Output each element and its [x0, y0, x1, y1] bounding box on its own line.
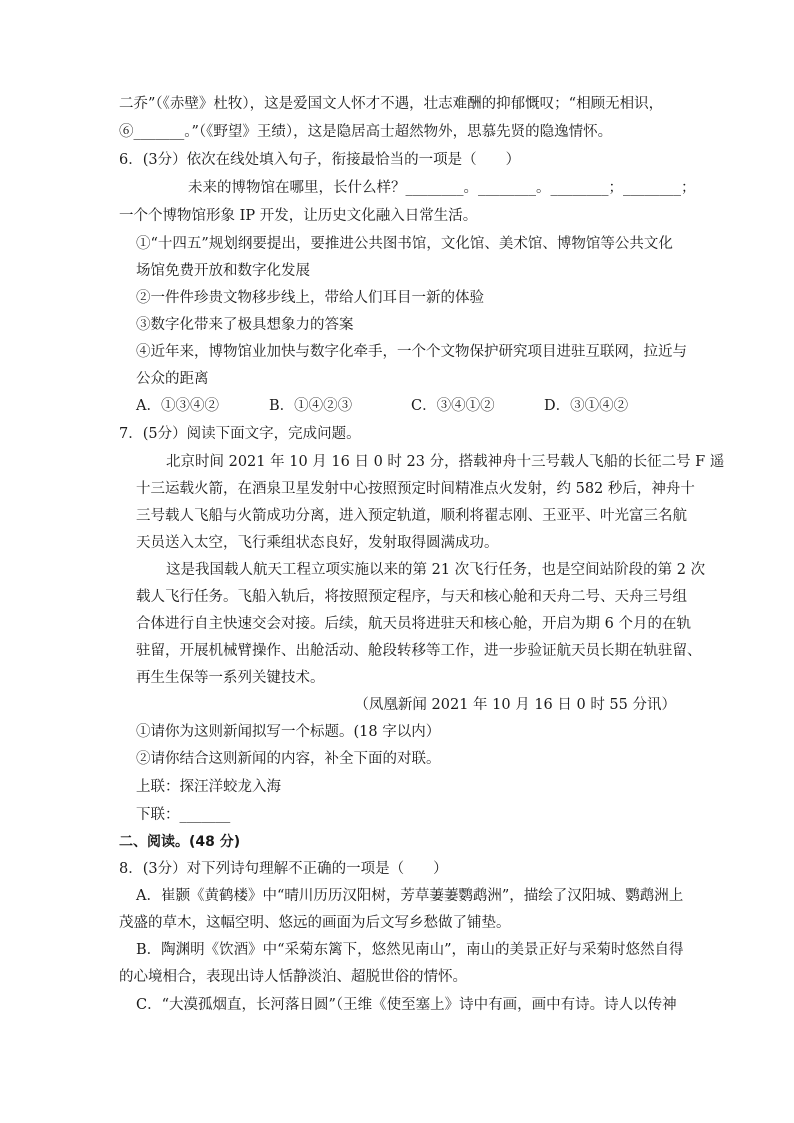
q7-lower-couplet: 下联：_______ [136, 807, 231, 823]
q8-stem: 8．(3分）对下列诗句理解不正确的一项是（ ） [119, 861, 448, 877]
q6-option-d: D．③①④② [544, 398, 629, 414]
q7-paragraph-2-line-2: 载人飞行任务。飞船入轨后，将按照预定程序，与天和核心舱和天舟二号、天舟三号组 [136, 589, 687, 605]
q7-stem: 7．(5分）阅读下面文字，完成问题。 [119, 426, 361, 442]
q6-option-b: B．①④②③ [269, 398, 353, 414]
q6-option-a: A．①③④② [136, 398, 219, 414]
q7-paragraph-1-line-4: 天员送入太空，飞行乘组状态良好，发射取得圆满成功。 [136, 535, 499, 551]
q6-item-4-line-2: 公众的距离 [136, 371, 209, 387]
q6-option-c: C．③④①② [411, 398, 495, 414]
q7-task-1: ①请你为这则新闻拟写一个标题。(18 字以内） [136, 724, 441, 740]
q6-item-3: ③数字化带来了极具想象力的答案 [136, 317, 354, 333]
q8-option-a-line-1: A．崔颢《黄鹤楼》中“晴川历历汉阳树，芳草萋萋鹦鹉洲”，描绘了汉阳城、鹦鹉洲上 [136, 888, 684, 904]
q7-paragraph-2-line-5: 再生生保等一系列关键技术。 [136, 670, 325, 686]
q8-option-b-line-2: 的心境相合，表现出诗人恬静淡泊、超脱世俗的情怀。 [119, 969, 467, 985]
q6-item-1-line-1: ①“十四五”规划纲要提出，要推进公共图书馆，文化馆、美术馆、博物馆等公共文化 [136, 236, 673, 252]
q8-option-a-line-2: 茂盛的草木，这幅空明、悠远的画面为后文写乡愁做了铺垫。 [119, 915, 511, 931]
q6-passage-line-2: 一个个博物馆形象 IP 开发，让历史文化融入日常生活。 [119, 208, 478, 224]
q6-item-1-line-2: 场馆免费开放和数字化发展 [136, 263, 310, 279]
q7-paragraph-2-line-4: 驻留，开展机械臂操作、出舱活动、舱段转移等工作，进一步验证航天员长期在轨驻留、 [136, 643, 702, 659]
q5-tail-line-2: ⑥_______。”（《野望》王绩），这是隐居高士超然物外，思慕先贤的隐逸情怀。 [119, 124, 613, 140]
section-2-heading: 二、阅读。(48 分) [119, 834, 241, 850]
q7-paragraph-1-line-3: 三号载人飞船与火箭成功分离，进入预定轨道，顺利将翟志刚、王亚平、叶光富三名航 [136, 508, 687, 524]
q7-source: （凤凰新闻 2021 年 10 月 16 日 0 时 55 分讯） [354, 697, 676, 713]
q5-tail-line-1: 二乔”（《赤壁》杜牧），这是爱国文人怀才不遇，壮志难酬的抑郁慨叹；“相顾无相识， [119, 96, 664, 112]
q6-stem: 6．(3分）依次在线处填入句子，衔接最恰当的一项是（ ） [119, 152, 521, 168]
q6-item-4-line-1: ④近年来，博物馆业加快与数字化牵手，一个个文物保护研究项目进驻互联网，拉近与 [136, 344, 687, 360]
q7-task-2: ②请你结合这则新闻的内容，补全下面的对联。 [136, 751, 441, 767]
q8-option-c-line-1: C．“大漠孤烟直，长河落日圆”（王维《使至塞上》诗中有画，画中有诗。诗人以传神 [136, 997, 677, 1013]
q6-passage-line-1: 未来的博物馆在哪里，长什么样？________。________。________；________； [188, 180, 696, 196]
q7-paragraph-1-line-1: 北京时间 2021 年 10 月 16 日 0 时 23 分，搭载神舟十三号载人飞船的长征二号 F 遥 [166, 454, 725, 470]
q7-paragraph-1-line-2: 十三运载火箭，在酒泉卫星发射中心按照预定时间精准点火发射，约 582 秒后，神舟十 [136, 481, 695, 497]
q8-option-b-line-1: B．陶渊明《饮酒》中“采菊东篱下，悠然见南山”，南山的美景正好与采菊时悠然自得 [136, 942, 684, 958]
q6-options [136, 396, 696, 416]
q7-paragraph-2-line-3: 合体进行自主快速交会对接。后续，航天员将进驻天和核心舱，开启为期 6 个月的在轨 [136, 616, 691, 632]
q7-paragraph-2-line-1: 这是我国载人航天工程立项实施以来的第 21 次飞行任务，也是空间站阶段的第 2 次 [166, 562, 706, 578]
q7-upper-couplet: 上联：探汪洋蛟龙入海 [136, 779, 281, 795]
q6-item-2: ②一件件珍贵文物移步线上，带给人们耳目一新的体验 [136, 290, 484, 306]
